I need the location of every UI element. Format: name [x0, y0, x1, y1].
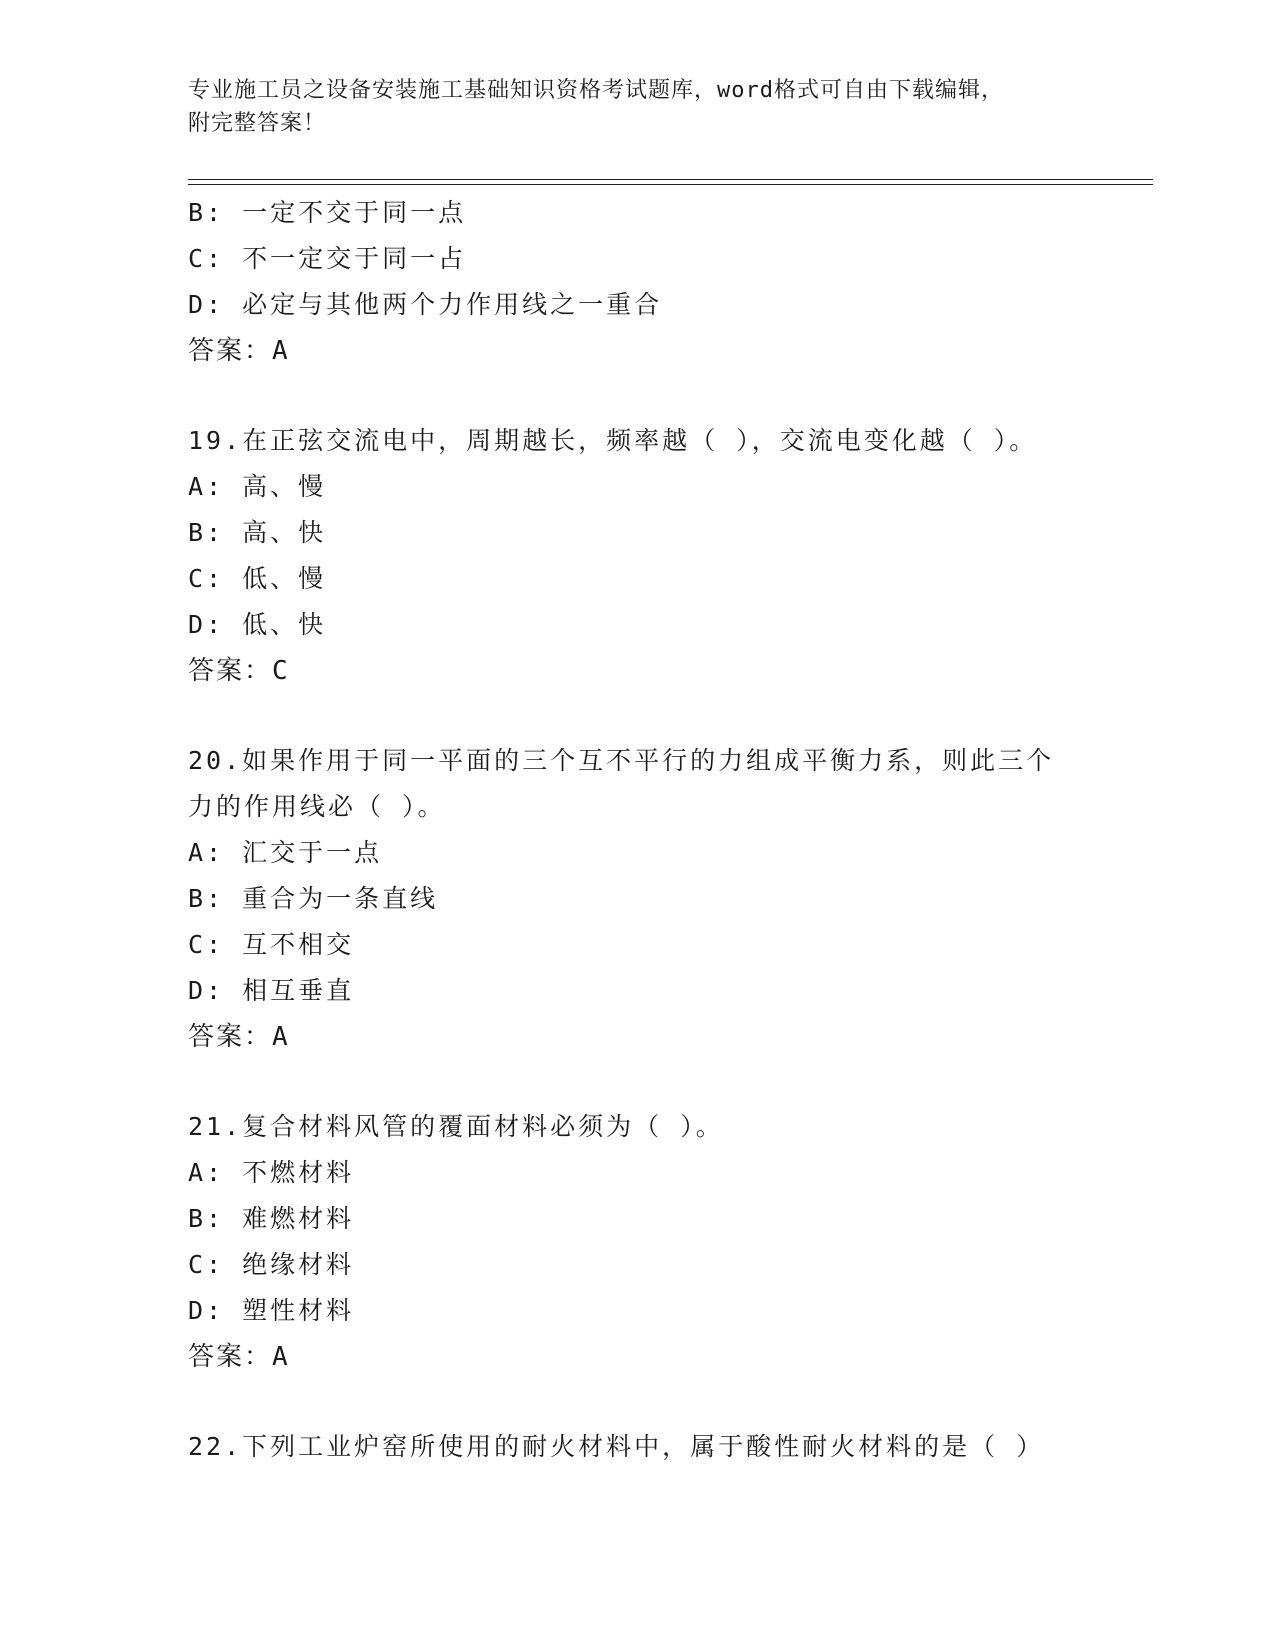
- question-text-line-1: 20.如果作用于同一平面的三个互不平行的力组成平衡力系，则此三个: [188, 746, 1055, 775]
- question-22: [188, 1424, 1128, 1470]
- answer-value: A: [272, 1022, 290, 1052]
- option-a: A: 汇交于一点: [188, 838, 383, 867]
- option-c: C: 不一定交于同一占: [188, 244, 467, 273]
- option-c: C: 低、慢: [188, 564, 327, 593]
- answer-label: 答案：: [188, 336, 273, 366]
- answer-line: [188, 328, 1128, 374]
- header-line-2: 附完整答案！: [188, 111, 327, 136]
- option-a: A: 不燃材料: [188, 1158, 355, 1187]
- header-line-1: 专业施工员之设备安装施工基础知识资格考试题库，word格式可自由下载编辑，: [188, 78, 1004, 103]
- option-a: A: 高、慢: [188, 472, 327, 501]
- option-c: C: 互不相交: [188, 930, 355, 959]
- option-b: B: 高、快: [188, 518, 327, 547]
- header-divider-bottom: [188, 184, 1153, 185]
- answer-label: 答案：: [188, 1342, 273, 1372]
- answer-line: [188, 648, 1128, 694]
- question-text-line-2: 力的作用线必（ ）。: [188, 792, 446, 821]
- answer-value: A: [272, 336, 290, 366]
- option-b: B: 一定不交于同一点: [188, 198, 467, 227]
- answer-label: 答案：: [188, 656, 273, 686]
- document-header: [188, 74, 1088, 140]
- question-20: [188, 738, 1128, 1060]
- question-18-continued: [188, 190, 1128, 374]
- answer-line: [188, 1334, 1128, 1380]
- question-text: 21.复合材料风管的覆面材料必须为（ ）。: [188, 1112, 724, 1141]
- option-d: D: 相互垂直: [188, 976, 355, 1005]
- answer-value: A: [272, 1342, 290, 1372]
- question-19: [188, 418, 1128, 694]
- header-divider-top: [188, 179, 1153, 180]
- option-b: B: 重合为一条直线: [188, 884, 439, 913]
- answer-label: 答案：: [188, 1022, 273, 1052]
- question-text: 22.下列工业炉窑所使用的耐火材料中，属于酸性耐火材料的是（ ）: [188, 1432, 1045, 1461]
- question-text: 19.在正弦交流电中，周期越长，频率越（ ），交流电变化越（ ）。: [188, 426, 1038, 455]
- option-d: D: 低、快: [188, 610, 327, 639]
- option-b: B: 难燃材料: [188, 1204, 355, 1233]
- question-list: [188, 190, 1128, 1470]
- option-d: D: 必定与其他两个力作用线之一重合: [188, 290, 663, 319]
- option-d: D: 塑性材料: [188, 1296, 355, 1325]
- answer-line: [188, 1014, 1128, 1060]
- question-21: [188, 1104, 1128, 1380]
- option-c: C: 绝缘材料: [188, 1250, 355, 1279]
- answer-value: C: [272, 656, 290, 686]
